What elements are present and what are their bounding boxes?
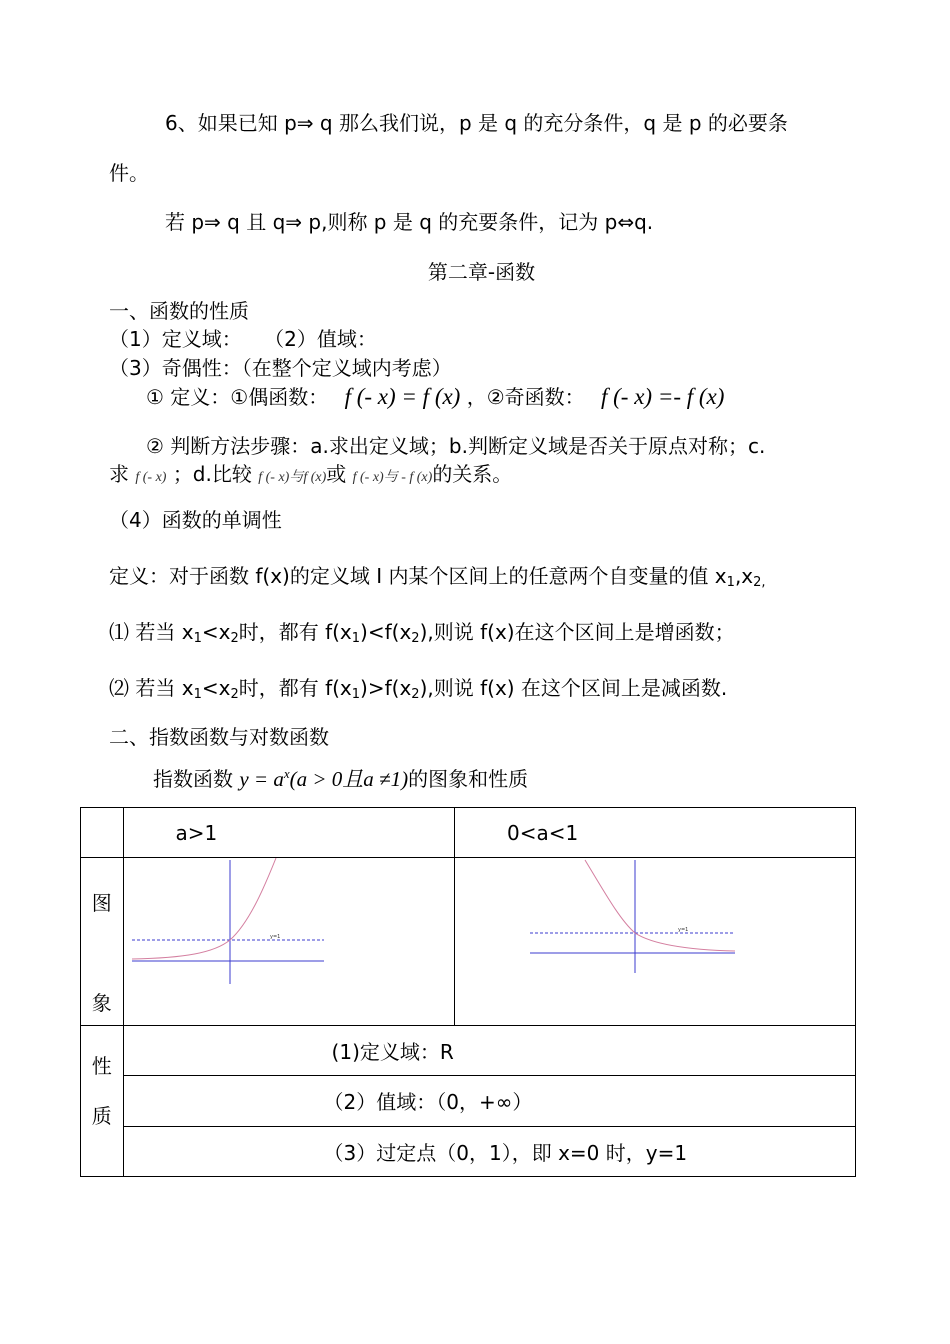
inc-sub2: 2 <box>230 631 239 646</box>
parity-definition <box>146 381 724 410</box>
chapter-title: 第二章-函数 <box>427 260 536 284</box>
dec-b: <x <box>201 676 231 700</box>
dec-sub3: 1 <box>351 687 361 702</box>
dec-a: ⑵ 若当 x <box>109 676 194 700</box>
parity-label: （3）奇偶性：（在整个定义域内考虑） <box>109 356 452 380</box>
steps-qiu: 求 <box>109 462 129 486</box>
prop-label-2: 质 <box>91 1104 112 1128</box>
odd-prefix: ，②奇函数： <box>466 385 585 409</box>
dec-sub2: 2 <box>230 687 239 702</box>
inc-sub1: 1 <box>193 631 202 646</box>
decreasing-rule <box>109 672 727 702</box>
header-a-lt-1: 0<a<1 <box>455 808 856 858</box>
even-formula: f (- x) = f (x) <box>344 384 461 409</box>
exp-intro-suffix: 的图象和性质 <box>408 767 529 791</box>
mono-def-sub2: 2, <box>753 575 766 590</box>
graph-a-lt-1 <box>455 858 855 1020</box>
mono-def-text: 定义：对于函数 f(x)的定义域 I 内某个区间上的任意两个自变量的值 x <box>109 564 727 588</box>
exp-intro-prefix: 指数函数 <box>153 767 233 791</box>
exp-curve-growth <box>132 858 276 959</box>
graph-label-1: 图 <box>91 890 112 915</box>
inc-e: ),则说 f(x)在这个区间上是增函数； <box>419 620 735 644</box>
row-label-properties <box>81 1026 124 1177</box>
inc-c: 时，都有 f(x <box>238 620 352 644</box>
prop-range: （2）值域：（0，+∞） <box>123 1076 855 1126</box>
para6-line1: 6、如果已知 p⇒ q 那么我们说，p 是 q 的充分条件，q 是 p 的必要条 <box>165 111 788 135</box>
section2-title: 二、指数函数与对数函数 <box>109 725 329 749</box>
odd-formula: f (- x) =- f (x) <box>601 384 725 409</box>
exp-intro <box>153 763 528 793</box>
exp-formula-exp: x <box>283 766 290 781</box>
graph-label-2: 象 <box>91 990 112 1015</box>
increasing-rule <box>109 616 735 646</box>
dec-d: )>f(x <box>360 676 412 700</box>
steps-cmp2: f (- x)与 - f (x) <box>352 470 433 485</box>
monotonicity-title: （4）函数的单调性 <box>109 508 282 532</box>
exp-curve-decay <box>585 860 735 951</box>
section1-title: 一、函数的性质 <box>109 299 249 323</box>
inc-sub3: 1 <box>351 631 361 646</box>
exp-properties-table <box>80 807 856 1177</box>
steps-end: 的关系。 <box>432 462 513 486</box>
graph-a-gt-1 <box>124 858 424 1020</box>
prop-fixed-point: （3）过定点（0，1），即 x=0 时，y=1 <box>123 1126 855 1176</box>
domain-label <box>109 323 377 352</box>
prop-domain: (1)定义域：R <box>123 1026 855 1076</box>
range-text: （2）值域： <box>264 327 377 351</box>
graph-cell-a-lt-1 <box>455 858 856 1026</box>
dec-sub4: 2 <box>411 687 420 702</box>
exp-formula-y: y = a <box>239 767 284 791</box>
domain-text: （1）定义域： <box>109 327 242 351</box>
para6-line2: 件。 <box>109 161 149 185</box>
steps-or: 或 <box>326 462 347 486</box>
graph-y1-label: y=1 <box>678 927 689 933</box>
steps-mid: ；d.比较 <box>172 462 252 486</box>
inc-b: <x <box>201 620 231 644</box>
prop-label-1: 性 <box>91 1054 112 1078</box>
def-prefix: ① 定义：①偶函数： <box>146 385 329 409</box>
steps-cmp1: f (- x)与f (x) <box>258 470 327 485</box>
graph-y1-label: y=1 <box>269 934 280 940</box>
inc-d: )<f(x <box>360 620 412 644</box>
exp-formula-cond: (a > 0且a ≠1) <box>289 767 409 791</box>
row-label-graph <box>81 858 124 1026</box>
steps-line1: ② 判断方法步骤：a.求出定义域；b.判断定义域是否关于原点对称；c. <box>146 434 766 458</box>
dec-e: ),则说 f(x) 在这个区间上是减函数. <box>419 676 728 700</box>
dec-sub1: 1 <box>193 687 202 702</box>
exp-formula <box>239 767 408 791</box>
mono-def-mid: ,x <box>734 564 754 588</box>
inc-a: ⑴ 若当 x <box>109 620 194 644</box>
inc-sub4: 2 <box>411 631 420 646</box>
mono-def-sub1: 1 <box>726 575 735 590</box>
steps-line2 <box>109 458 512 487</box>
header-a-gt-1: a>1 <box>123 808 454 858</box>
dec-c: 时，都有 f(x <box>238 676 352 700</box>
graph-cell-a-gt-1 <box>123 858 454 1026</box>
monotonicity-definition <box>109 560 766 590</box>
para6-line3: 若 p⇒ q 且 q⇒ p,则称 p 是 q 的充要条件，记为 p⇔q. <box>165 210 654 234</box>
header-corner <box>81 808 124 858</box>
steps-fx: f (- x) <box>135 470 167 485</box>
